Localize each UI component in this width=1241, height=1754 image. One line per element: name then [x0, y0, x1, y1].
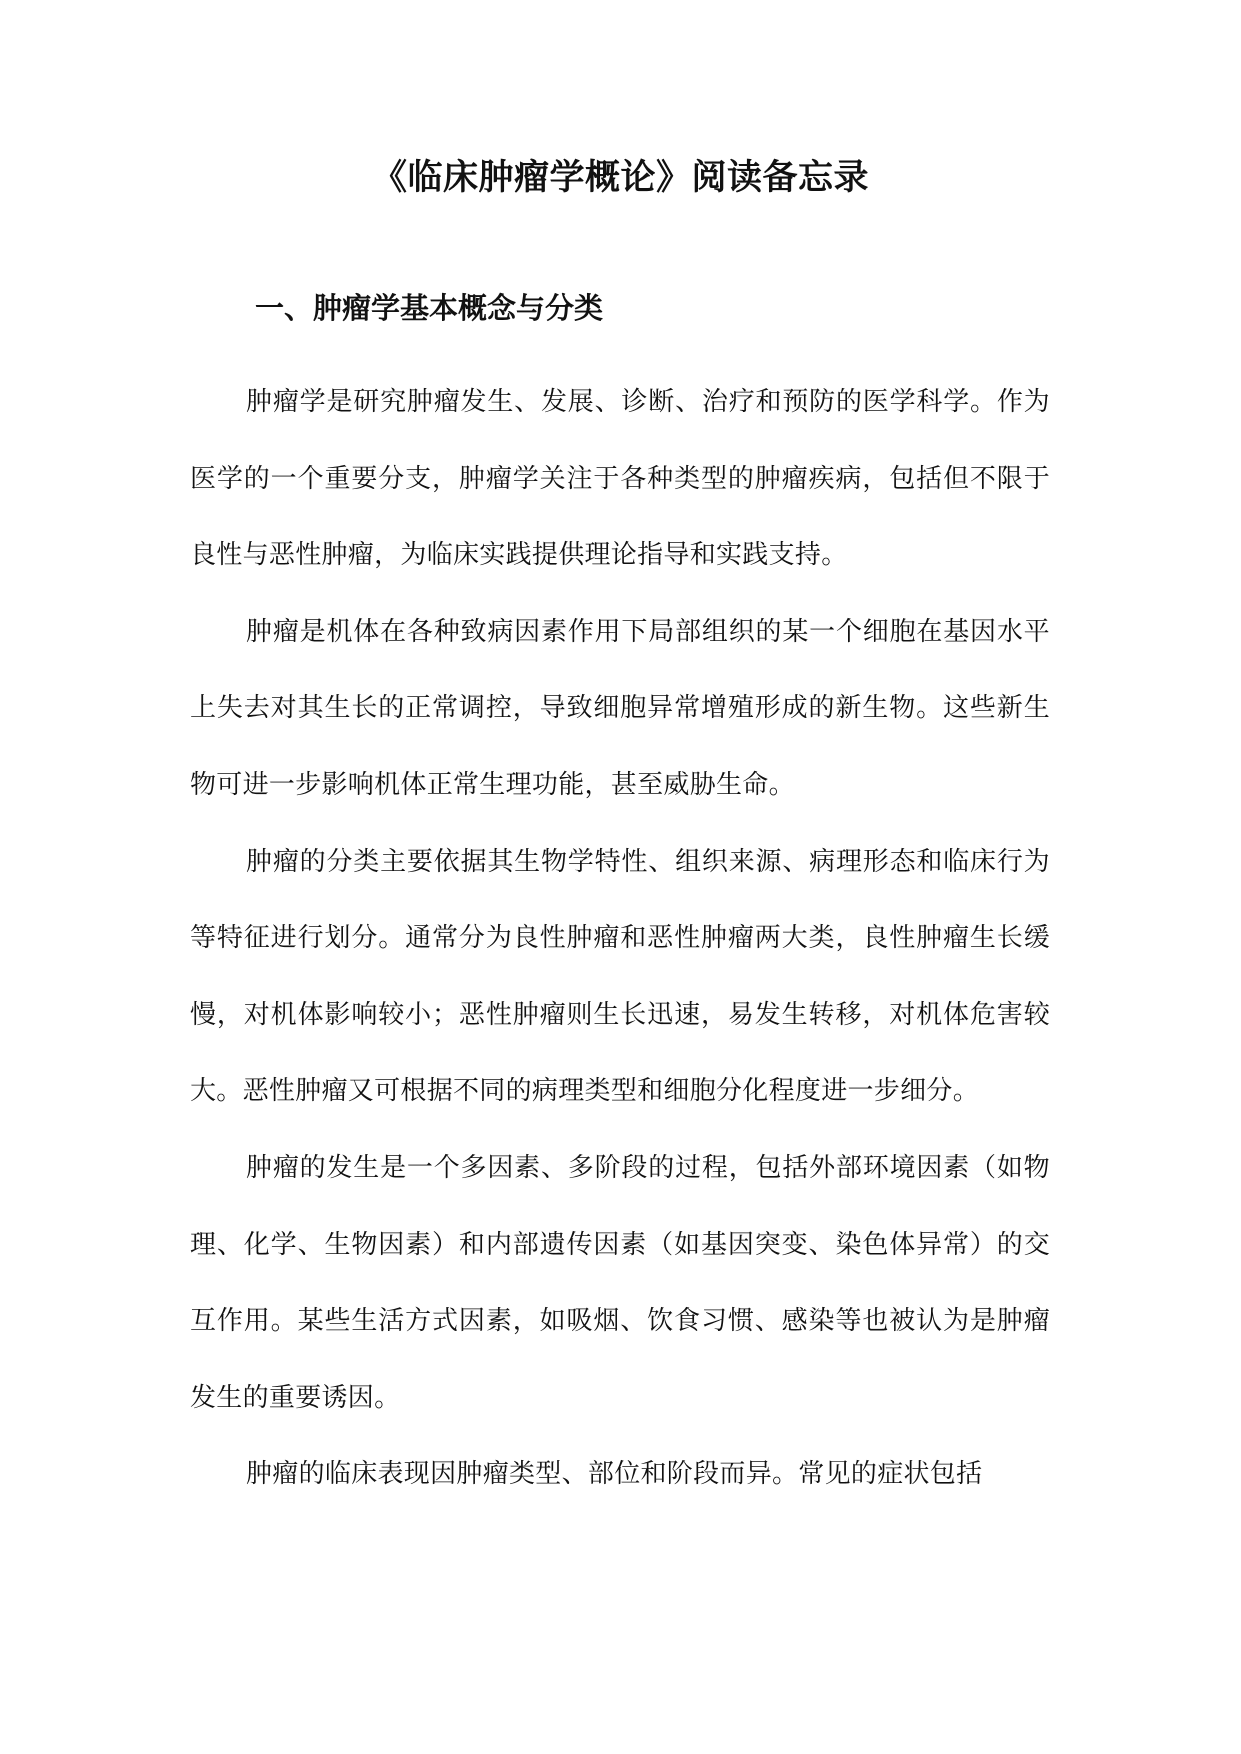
paragraph: 肿瘤是机体在各种致病因素作用下局部组织的某一个细胞在基因水平上失去对其生长的正常调控，导致细胞异常增殖形成的新生物。这些新生物可进一步影响机体正常生理功能，甚至威胁生命。 [190, 616, 1050, 800]
document-title: 《临床肿瘤学概论》阅读备忘录 [371, 158, 869, 198]
paragraph: 肿瘤的分类主要依据其生物学特性、组织来源、病理形态和临床行为等特征进行划分。通常分为良性肿瘤和恶性肿瘤两大类，良性肿瘤生长缓慢，对机体影响较小；恶性肿瘤则生长迅速，易发生转移，对机体危害较大。恶性肿瘤又可根据不同的病理类型和细胞分化程度进一步细分。 [190, 846, 1050, 1107]
paragraph: 肿瘤的发生是一个多因素、多阶段的过程，包括外部环境因素（如物理、化学、生物因素）和内部遗传因素（如基因突变、染色体异常）的交互作用。某些生活方式因素，如吸烟、饮食习惯、感染等也被认为是肿瘤发生的重要诱因。 [190, 1152, 1050, 1413]
body-text [190, 364, 1050, 1513]
section-heading: 一、肿瘤学基本概念与分类 [255, 291, 604, 325]
paragraph: 肿瘤学是研究肿瘤发生、发展、诊断、治疗和预防的医学科学。作为医学的一个重要分支，肿瘤学关注于各种类型的肿瘤疾病，包括但不限于良性与恶性肿瘤，为临床实践提供理论指导和实践支持。 [190, 387, 1050, 571]
paragraph: 肿瘤的临床表现因肿瘤类型、部位和阶段而异。常见的症状包括 [246, 1459, 983, 1490]
